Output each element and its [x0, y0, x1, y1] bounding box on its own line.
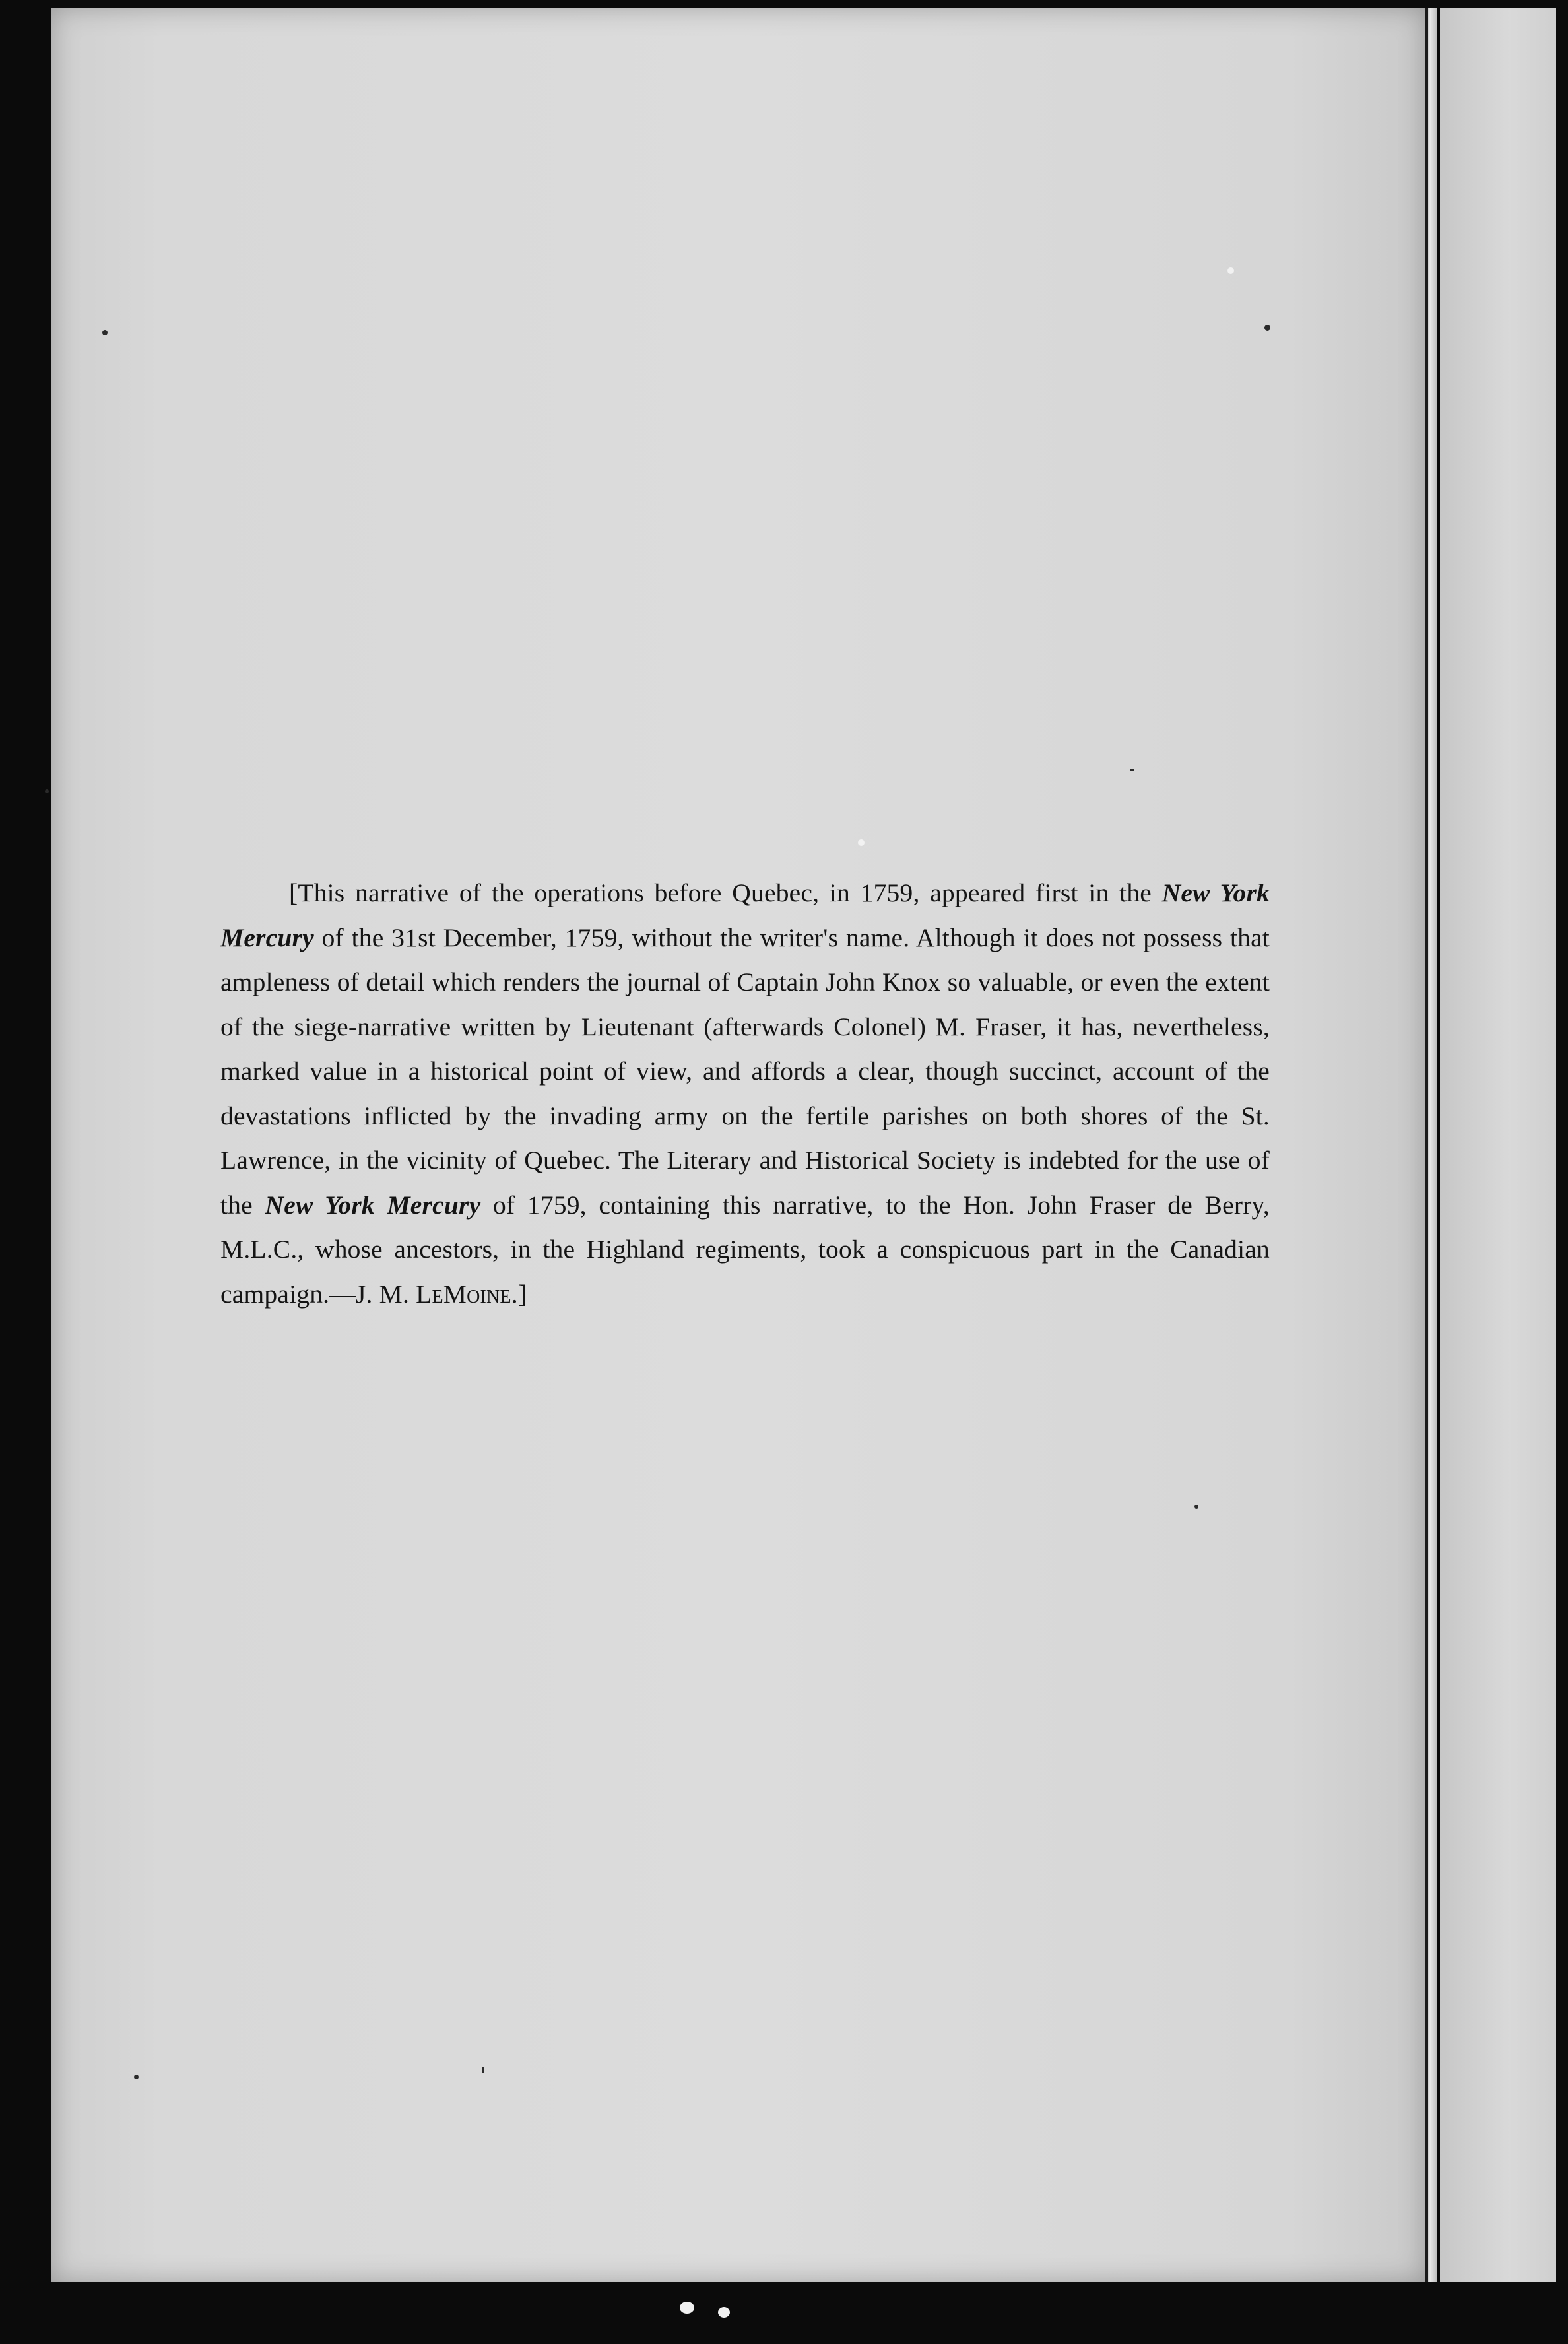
newspaper-title-repeat: New York Mercury	[265, 1190, 481, 1220]
newspaper-title: New York Mercury	[220, 878, 1270, 952]
scan-speck	[102, 330, 108, 335]
signature: J. M. LeMoine.	[355, 1279, 518, 1309]
note-text-part-3: of 1759, containing this narrative, to the Hon. John Fraser de Berry, M.L.C., whose ancestors, in the Highland regiments, took a conspicuous part in the Canadian campaign.—	[220, 1190, 1270, 1309]
scan-speck	[858, 839, 865, 846]
facing-page-strip	[1440, 8, 1556, 2282]
scan-speck	[1227, 267, 1234, 274]
editorial-note	[220, 871, 1270, 1317]
scan-speck	[718, 2307, 730, 2318]
note-text-part-2: of the 31st December, 1759, without the writer's name. Although it does not possess that ampleness of detail which renders the journal of Captain John Knox so valuable, or even the extent of the siege-narrative written by Lieutenant (afterwards Colonel) M. Fraser, it has, nevertheless, marked value in a historical point of view, and affords a clear, though succinct, account of the devastations inflicted by the invading army on the fertile parishes on both shores of the St. Lawrence, in the vicinity of Quebec. The Literary and Historical Society is indebted for the use of the	[220, 923, 1270, 1220]
note-paragraph	[220, 871, 1270, 1317]
scan-speck	[1194, 1505, 1198, 1509]
note-text-part-1: This narrative of the operations before Quebec, in 1759, appeared first in the	[298, 878, 1162, 907]
scan-speck	[482, 2067, 484, 2073]
scan-speck	[45, 789, 49, 793]
scan-speck	[1264, 325, 1270, 331]
close-bracket: ]	[517, 1279, 527, 1309]
scan-speck	[134, 2075, 139, 2079]
open-bracket: [	[289, 878, 298, 907]
binding-gutter	[1425, 8, 1428, 2282]
scan-speck	[680, 2302, 694, 2314]
scan-speck	[1130, 769, 1134, 771]
